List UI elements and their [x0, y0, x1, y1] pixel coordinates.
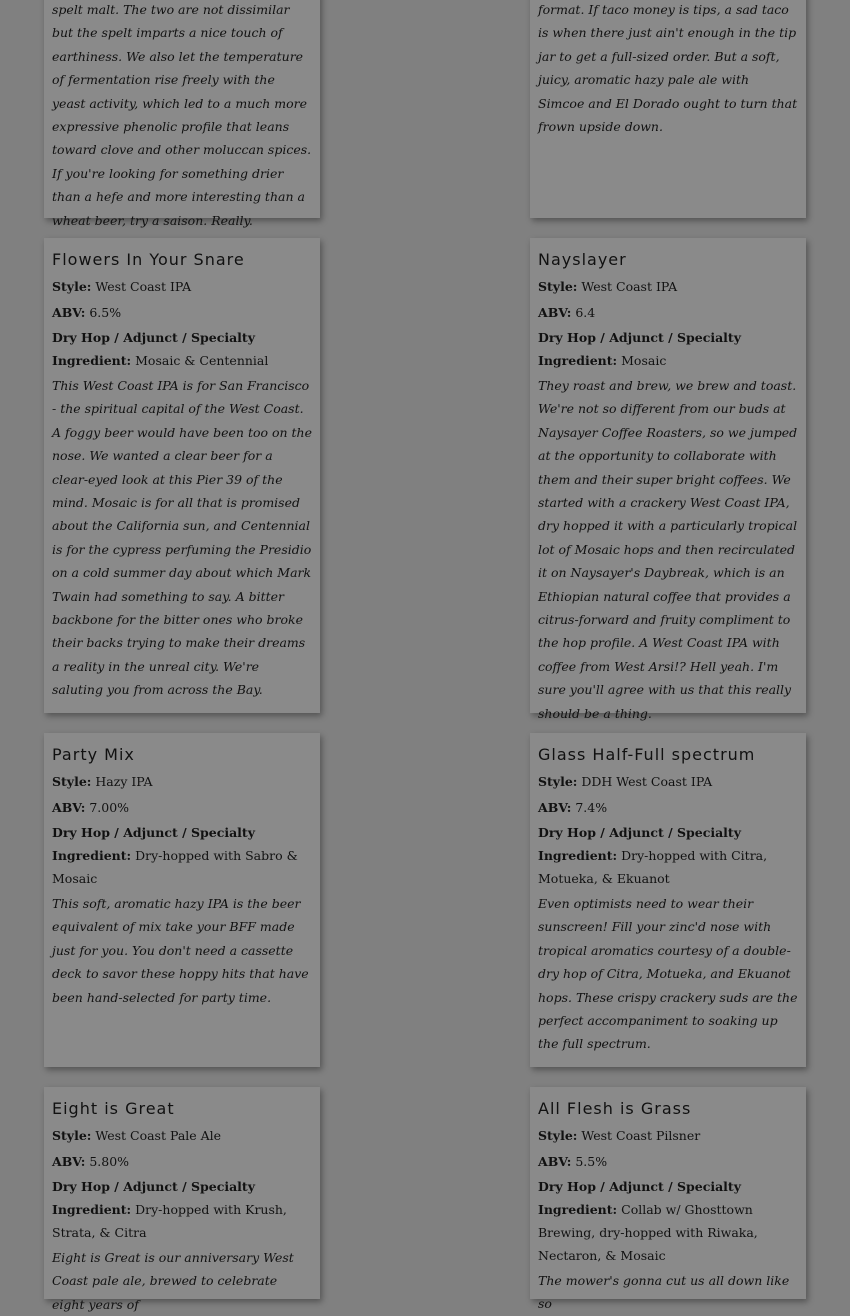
style-value: West Coast Pale Ale: [95, 1128, 222, 1143]
beer-title: Flowers In Your Snare: [52, 250, 245, 269]
style-value: West Coast IPA: [581, 279, 678, 294]
abv-label: ABV:: [52, 800, 86, 815]
ingredient-label: Ingredient:: [538, 353, 618, 368]
beer-style: [538, 275, 798, 298]
beer-description: This West Coast IPA is for San Francisco - the spiritual capital of the West Coast. A foggy beer would have been too on the nose. We wanted a clear beer for a clear-eyed look at this Pier 39 of the mind. Mosaic is for all that is promised about the California sun, and Centennial is for the cypress perfuming the Presidio on a cold summer day about which Mark Twain had something to say. A bitter backbone for the bitter ones who broke their backs trying to make their dreams a reality in the unreal city. We're saluting you from across the Bay.: [52, 378, 313, 698]
dryhop-heading: Dry Hop / Adjunct / Specialty: [52, 1179, 255, 1194]
beer-title: Glass Half-Full spectrum: [538, 745, 756, 764]
beer-description: This soft, aromatic hazy IPA is the beer equivalent of mix take your BFF made just for you. You don't need a cassette deck to savor these hoppy hits that have been hand-selected for party time.: [52, 896, 309, 1005]
abv-value: 5.5%: [575, 1154, 608, 1169]
ingredient-value: Mosaic: [621, 353, 667, 368]
beer-description: spelt malt. The two are not dissimilar but the spelt imparts a nice touch of earthiness. We also let the temperature of fermentation rise freely with the yeast activity, which led to a much more expressive phenolic profile that leans toward clove and other moluccan spices. If you're looking for something drier than a hefe and more interesting than a wheat beer, try a saison. Really.: [52, 2, 312, 228]
style-label: Style:: [538, 279, 578, 294]
beer-abv: [52, 796, 312, 819]
beer-description: The mower's gonna cut us all down like so: [538, 1273, 790, 1312]
beer-style: [52, 1124, 312, 1147]
ingredient-value: Dry-hopped with Krush, Strata, & Citra: [52, 1202, 287, 1240]
beer-abv: [52, 301, 312, 324]
dryhop-heading: Dry Hop / Adjunct / Specialty: [538, 330, 741, 345]
beer-style: [52, 275, 312, 298]
style-label: Style:: [52, 279, 92, 294]
beer-style: [538, 770, 798, 793]
beer-card: [530, 0, 806, 218]
abv-value: 6.4: [575, 305, 596, 320]
beer-abv: [538, 1150, 798, 1173]
beer-ingredient: [538, 349, 798, 372]
style-value: DDH West Coast IPA: [581, 774, 713, 789]
beer-ingredient: [538, 844, 798, 890]
ingredient-label: Ingredient:: [538, 848, 618, 863]
dryhop-heading: Dry Hop / Adjunct / Specialty: [52, 825, 255, 840]
beer-title: All Flesh is Grass: [538, 1099, 692, 1118]
abv-label: ABV:: [538, 305, 572, 320]
beer-card: [44, 733, 320, 1067]
abv-value: 6.5%: [89, 305, 122, 320]
style-value: West Coast Pilsner: [581, 1128, 701, 1143]
ingredient-value: Mosaic & Centennial: [135, 353, 269, 368]
style-label: Style:: [538, 1128, 578, 1143]
beer-style: [538, 1124, 798, 1147]
ingredient-label: Ingredient:: [52, 848, 132, 863]
beer-card: [44, 1087, 320, 1312]
beer-description: Even optimists need to wear their sunscreen! Fill your zinc'd nose with tropical aromatics courtesy of a double-dry hop of Citra, Motueka, and Ekuanot hops. These crispy crackery suds are the perfect accompaniment to soaking up the full spectrum.: [538, 896, 798, 1052]
style-label: Style:: [52, 1128, 92, 1143]
dryhop-heading: Dry Hop / Adjunct / Specialty: [52, 330, 255, 345]
ingredient-value: Collab w/ Ghosttown Brewing, dry-hopped with Riwaka, Nectaron, & Mosaic: [538, 1202, 758, 1263]
ingredient-label: Ingredient:: [52, 353, 132, 368]
abv-label: ABV:: [538, 1154, 572, 1169]
beer-style: [52, 770, 312, 793]
beer-title: Eight is Great: [52, 1099, 175, 1118]
dryhop-heading: Dry Hop / Adjunct / Specialty: [538, 1179, 741, 1194]
beer-ingredient: [52, 844, 312, 890]
beer-ingredient: [538, 1198, 798, 1267]
beer-card: [44, 0, 320, 228]
ingredient-value: Dry-hopped with Citra, Motueka, & Ekuanot: [538, 848, 768, 886]
ingredient-value: Dry-hopped with Sabro & Mosaic: [52, 848, 298, 886]
beer-card: [530, 1087, 806, 1312]
beer-card: [530, 733, 806, 1067]
abv-label: ABV:: [52, 1154, 86, 1169]
beer-abv: [538, 796, 798, 819]
abv-label: ABV:: [52, 305, 86, 320]
dryhop-heading: Dry Hop / Adjunct / Specialty: [538, 825, 741, 840]
style-value: West Coast IPA: [95, 279, 192, 294]
beer-card: [44, 238, 320, 713]
beer-description: They roast and brew, we brew and toast. We're not so different from our buds at Naysayer Coffee Roasters, so we jumped at the opportunity to collaborate with them and their super bright coffees. We started with a crackery West Coast IPA, dry hopped it with a particularly tropical lot of Mosaic hops and then recirculated it on Naysayer's Daybreak, which is an Ethiopian natural coffee that provides a citrus-forward and fruity compliment to the hop profile. A West Coast IPA with coffee from West Arsi!? Hell yeah. I'm sure you'll agree with us that this really should be a thing.: [538, 378, 798, 721]
style-label: Style:: [538, 774, 578, 789]
beer-title: Party Mix: [52, 745, 135, 764]
abv-label: ABV:: [538, 800, 572, 815]
beer-abv: [52, 1150, 312, 1173]
beer-abv: [538, 301, 798, 324]
beer-title: Nayslayer: [538, 250, 627, 269]
beer-description: format. If taco money is tips, a sad taco is when there just ain't enough in the tip jar to get a full-sized order. But a soft, juicy, aromatic hazy pale ale with Simcoe and El Dorado ought to turn that frown upside down.: [538, 2, 798, 135]
abv-value: 5.80%: [89, 1154, 130, 1169]
ingredient-label: Ingredient:: [52, 1202, 132, 1217]
abv-value: 7.00%: [89, 800, 130, 815]
style-label: Style:: [52, 774, 92, 789]
beer-ingredient: [52, 1198, 312, 1244]
beer-ingredient: [52, 349, 312, 372]
abv-value: 7.4%: [575, 800, 608, 815]
style-value: Hazy IPA: [95, 774, 153, 789]
ingredient-label: Ingredient:: [538, 1202, 618, 1217]
beer-card: [530, 238, 806, 721]
beer-description: Eight is Great is our anniversary West Coast pale ale, brewed to celebrate eight years of: [52, 1250, 294, 1312]
